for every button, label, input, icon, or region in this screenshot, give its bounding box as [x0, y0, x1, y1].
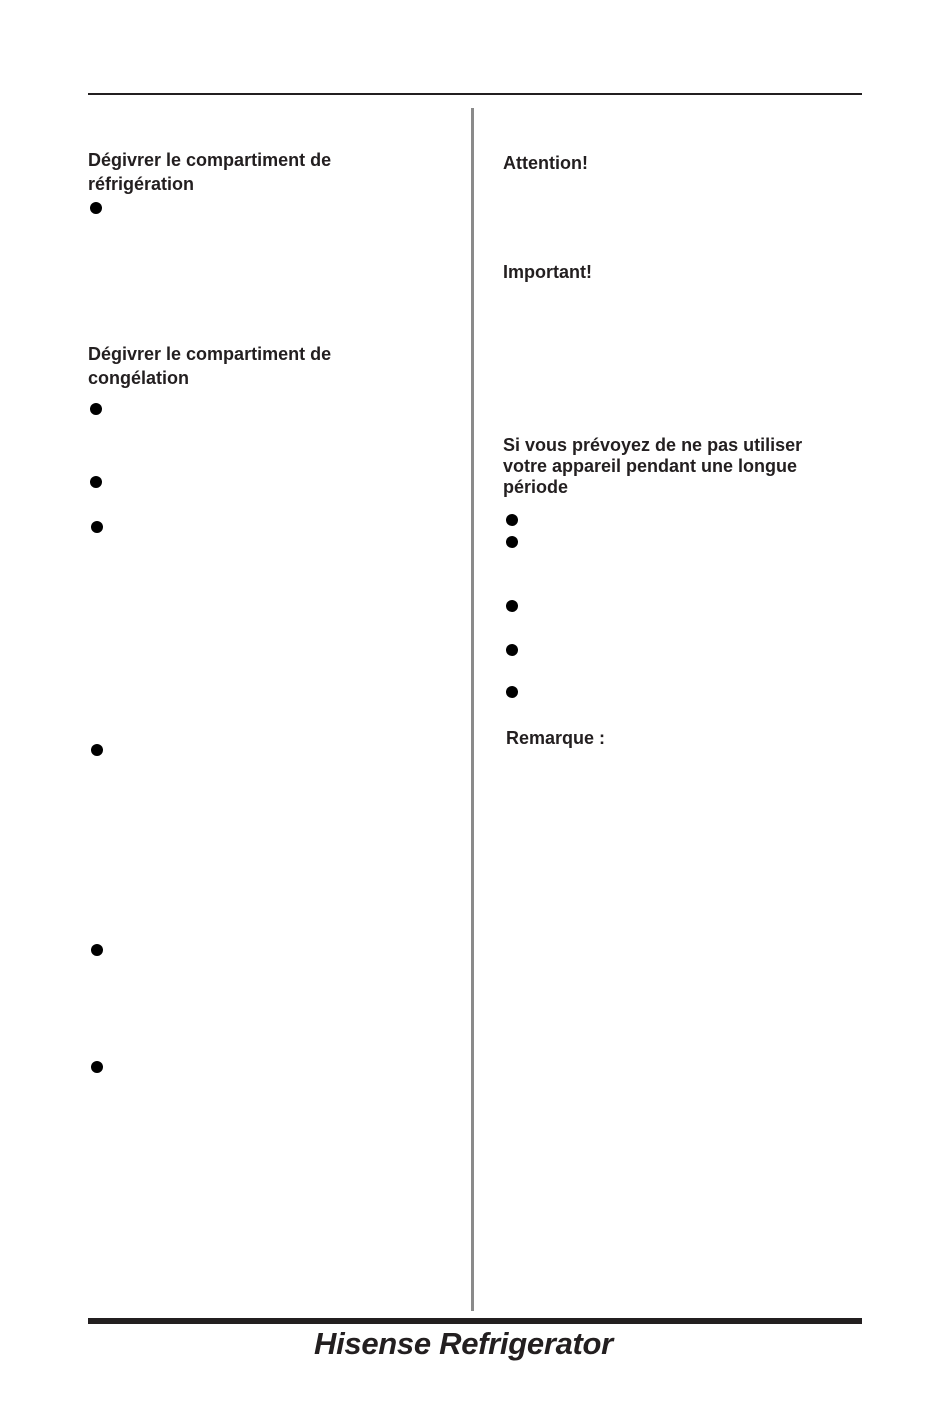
bullet-icon	[506, 686, 518, 698]
bullet-icon	[506, 644, 518, 656]
heading-defrost-fridge: Dégivrer le compartiment de réfrigération	[88, 150, 332, 194]
bullet-icon	[91, 1061, 103, 1073]
bullet-icon	[90, 202, 102, 214]
heading-attention: Attention!	[503, 153, 588, 173]
bullet-icon	[506, 536, 518, 548]
top-rule	[88, 93, 862, 95]
heading-long-absence: Si vous prévoyez de ne pas utiliser votre appareil pendant une longue période	[503, 435, 803, 497]
bullet-icon	[91, 944, 103, 956]
heading-defrost-freezer: Dégivrer le compartiment de congélation	[88, 344, 332, 388]
bullet-icon	[90, 403, 102, 415]
heading-remarque: Remarque :	[506, 728, 606, 748]
bullet-icon	[90, 476, 102, 488]
heading-important: Important!	[503, 262, 592, 282]
column-divider	[471, 108, 474, 1311]
brand-footer: Hisense Refrigerator	[314, 1326, 613, 1361]
bullet-icon	[506, 514, 518, 526]
bullet-icon	[91, 521, 103, 533]
bullet-icon	[506, 600, 518, 612]
bullet-icon	[91, 744, 103, 756]
